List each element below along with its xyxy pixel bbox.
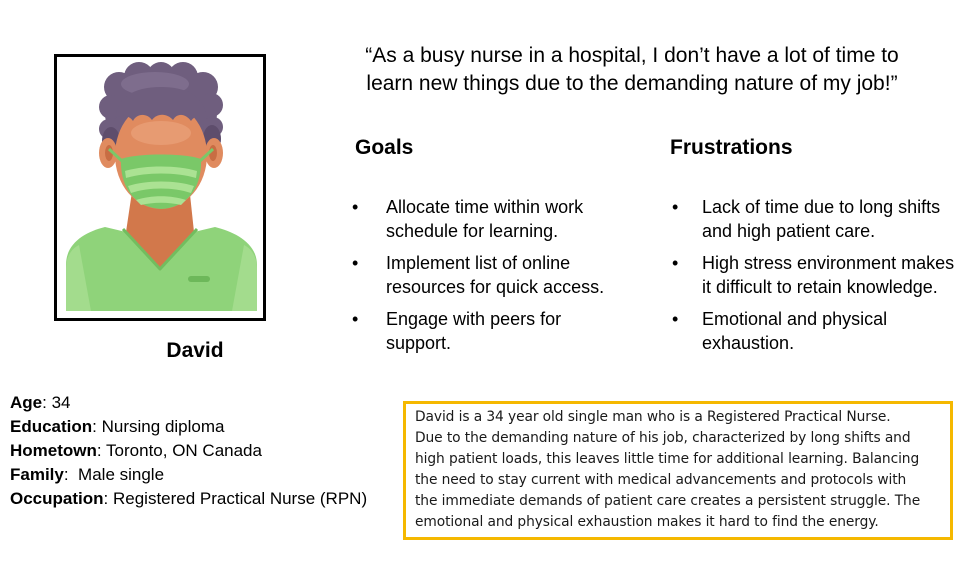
bio-label: Hometown	[10, 441, 97, 460]
forehead-highlight	[131, 121, 191, 145]
quote-line: learn new things due to the demanding nature of my job!”	[366, 72, 898, 95]
goal-line: Engage with peers for	[386, 309, 562, 329]
goal-line: Implement list of online	[386, 253, 571, 273]
bio-separator: :	[42, 393, 47, 412]
persona-quote	[330, 42, 934, 98]
bullet: •	[352, 253, 359, 273]
bio-label: Age	[10, 393, 43, 412]
persona-name: David	[166, 339, 224, 362]
frustration-text	[702, 307, 887, 355]
bio-hometown	[10, 439, 367, 463]
bio-value: Toronto, ON Canada	[106, 441, 262, 460]
avatar-frame	[54, 54, 266, 321]
frustration-line: Lack of time due to long shifts	[702, 197, 941, 217]
description-line: emotional and physical exhaustion makes it hard to find the energy.	[415, 514, 879, 530]
bio-label: Education	[10, 417, 93, 436]
description-line: the need to stay current with medical advancements and protocols with	[415, 472, 907, 488]
description-line: David is a 34 year old single man who is a Registered Practical Nurse.	[415, 409, 891, 425]
bullet: •	[352, 197, 359, 217]
nurse-avatar-icon	[57, 57, 263, 318]
bio-age	[10, 391, 367, 415]
frustration-item	[672, 195, 954, 243]
frustration-line: exhaustion.	[702, 333, 795, 353]
description-box	[403, 401, 953, 540]
frustration-item	[672, 251, 954, 299]
frustration-line: High stress environment makes	[702, 253, 955, 273]
goal-text	[386, 195, 583, 243]
frustrations-heading: Frustrations	[670, 136, 793, 159]
goal-item	[352, 195, 604, 243]
quote-line: “As a busy nurse in a hospital, I don’t have a lot of time to	[365, 44, 899, 67]
bio-value: 34	[51, 393, 71, 412]
goal-item	[352, 251, 604, 299]
frustration-item	[672, 307, 954, 355]
frustration-line: it difficult to retain knowledge.	[702, 277, 938, 297]
persona-bio	[10, 391, 367, 511]
bio-value: Nursing diploma	[101, 417, 225, 436]
goal-text	[386, 307, 561, 355]
goal-item	[352, 307, 604, 355]
pocket	[188, 276, 210, 282]
frustration-text	[702, 251, 954, 299]
goal-text	[386, 251, 604, 299]
bullet: •	[352, 309, 359, 329]
goal-line: schedule for learning.	[386, 221, 559, 241]
description-line: Due to the demanding nature of his job, characterized by long shifts and	[415, 430, 911, 446]
bio-label: Family	[10, 465, 64, 484]
goal-line: resources for quick access.	[386, 277, 605, 297]
goal-line: support.	[386, 333, 452, 353]
frustration-line: and high patient care.	[702, 221, 876, 241]
bio-value: Male single	[78, 465, 165, 484]
bullet: •	[672, 309, 679, 329]
bio-family	[10, 463, 367, 487]
bio-label: Occupation	[10, 489, 104, 508]
bio-occupation	[10, 487, 367, 511]
bio-separator: :	[92, 417, 97, 436]
goal-line: Allocate time within work	[386, 197, 584, 217]
goals-list	[352, 195, 604, 363]
bio-separator: :	[96, 441, 102, 460]
description-line: the immediate demands of patient care creates a persistent struggle. The	[415, 493, 921, 509]
bullet: •	[672, 197, 679, 217]
description-line: high patient loads, this leaves little time for additional learning. Balancing	[415, 451, 920, 467]
frustration-text	[702, 195, 940, 243]
bio-separator: :	[103, 489, 109, 508]
bio-education	[10, 415, 367, 439]
goals-heading: Goals	[355, 136, 414, 159]
frustration-line: Emotional and physical	[702, 309, 888, 329]
frustrations-list	[672, 195, 954, 363]
bio-value: Registered Practical Nurse (RPN)	[112, 489, 368, 508]
bio-separator: :	[63, 465, 69, 484]
bullet: •	[672, 253, 679, 273]
